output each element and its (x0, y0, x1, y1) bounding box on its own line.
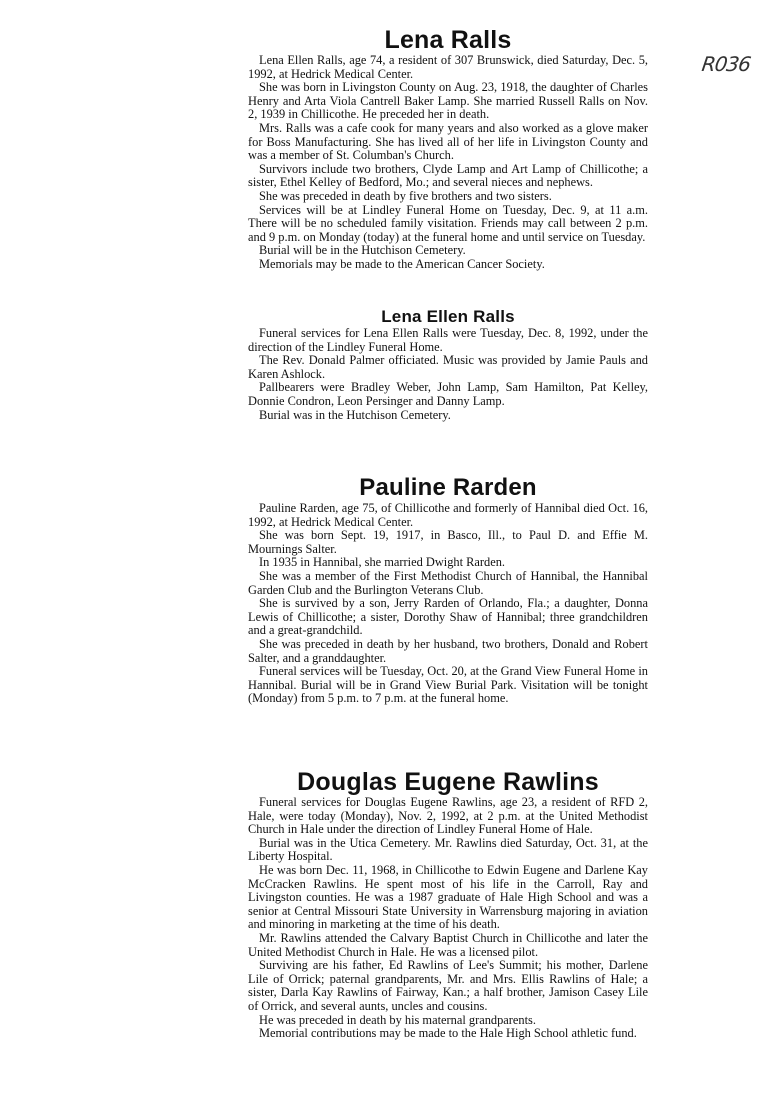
obituary-paragraph: Mrs. Ralls was a cafe cook for many years and also worked as a glove maker for Boss Manufacturing. She has lived all of her life in Livingston County and was a member of St. Columban's Church. (248, 120, 648, 163)
obituary-paragraph: Lena Ellen Ralls, age 74, a resident of 307 Brunswick, died Saturday, Dec. 5, 1992, at Hedrick Medical Center. (248, 53, 648, 81)
obituary-paragraph: She was preceded in death by her husband, two brothers, Donald and Robert Salter, and a granddaughter. (248, 636, 648, 665)
obituary-paragraph: In 1935 in Hannibal, she married Dwight Rarden. (259, 555, 506, 570)
obituary-paragraph: Services will be at Lindley Funeral Home on Tuesday, Dec. 9, at 11 a.m. There will be no scheduled family visitation. Friends may call between 2 p.m. and 9 p.m. on Monday (today) at the funeral home and until service on Tuesday. (248, 202, 648, 244)
obituary-paragraph: Funeral services for Lena Ellen Ralls were Tuesday, Dec. 8, 1992, under the direction of the Lindley Funeral Home. (248, 326, 648, 354)
obituary-paragraph: Pauline Rarden, age 75, of Chillicothe and formerly of Hannibal died Oct. 16, 1992, at Hedrick Medical Center. (248, 501, 648, 529)
obituary-paragraph: She was born in Livingston County on Aug. 23, 1918, the daughter of Charles Henry and Arta Viola Cantrell Baker Lamp. She married Russell Ralls on Nov. 2, 1939 in Chillicothe. He preceded her in death. (248, 80, 648, 122)
obituary-paragraph: She was preceded in death by five brothers and two sisters. (259, 188, 552, 203)
obituary-lena-ralls (248, 26, 648, 272)
obituary-title: Lena Ellen Ralls (381, 307, 515, 326)
obituary-douglas-eugene-rawlins (248, 768, 648, 1041)
obituary-paragraph: Funeral services will be Tuesday, Oct. 20, at the Grand View Funeral Home in Hannibal. Burial will be in Grand View Burial Park. Visitation will be tonight (Monday) from 5 p.m. to 7 p.m. at the funeral home. (248, 664, 648, 706)
obituary-title: Douglas Eugene Rawlins (297, 768, 599, 796)
obituary-pauline-rarden (248, 474, 648, 706)
obituary-paragraph: He was born Dec. 11, 1968, in Chillicothe to Edwin Eugene and Darlene Kay McCracken Rawlins. He spent most of his life in the Carroll, Ray and Livingston counties. He was a 1987 graduate of Hale High School and was a senior at Central Missouri State University in Warrensburg majoring in aviation and minoring in marketing at the time of his death. (248, 862, 648, 932)
obituary-paragraph: Funeral services for Douglas Eugene Rawlins, age 23, a resident of RFD 2, Hale, were today (Monday), Nov. 2, 1992, at 2 p.m. at the United Methodist Church in Hale under the direction of Lindley Funeral Home of Hale. (248, 795, 648, 837)
obituary-paragraph: Burial will be in the Hutchison Cemetery. (259, 243, 466, 258)
obituary-lena-ellen-ralls (248, 307, 648, 422)
obituary-paragraph: Burial was in the Hutchison Cemetery. (259, 407, 451, 422)
obituary-paragraph: The Rev. Donald Palmer officiated. Music was provided by Jamie Pauls and Karen Ashlock. (248, 353, 648, 381)
obituary-paragraph: Pallbearers were Bradley Weber, John Lamp, Sam Hamilton, Pat Kelley, Donnie Condron, Leon Persinger and Danny Lamp. (248, 380, 648, 408)
obituary-paragraph: She is survived by a son, Jerry Rarden of Orlando, Fla.; a daughter, Donna Lewis of Chillicothe; a sister, Dorothy Shaw of Hannibal; three grandchildren and a great-grandchild. (248, 596, 648, 638)
obituary-paragraph: Survivors include two brothers, Clyde Lamp and Art Lamp of Chillicothe; a sister, Ethel Kelley of Bedford, Mo.; and several nieces and nephews. (248, 161, 648, 190)
obituary-paragraph: Surviving are his father, Ed Rawlins of Lee's Summit; his mother, Darlene Lile of Orrick; paternal grandparents, Mr. and Mrs. Ellis Rawlins of Hale; a sister, Darla Kay Rawlins of Fairway, Kan.; a half brother, Jamison Casey Lile of Orrick, and several aunts, uncles and cousins. (248, 958, 648, 1013)
obituary-paragraph: She was a member of the First Methodist Church of Hannibal, the Hannibal Garden Club and the Burlington Veterans Club. (248, 568, 648, 597)
obituary-paragraph: She was born Sept. 19, 1917, in Basco, Ill., to Paul D. and Effie M. Mournings Salter. (248, 528, 648, 556)
obituary-title: Pauline Rarden (359, 474, 537, 501)
obituary-paragraph: Memorial contributions may be made to the Hale High School athletic fund. (259, 1026, 637, 1041)
obituary-paragraph: Memorials may be made to the American Cancer Society. (259, 256, 545, 271)
obituary-title: Lena Ralls (384, 26, 512, 54)
obituary-paragraph: Burial was in the Utica Cemetery. Mr. Rawlins died Saturday, Oct. 31, at the Liberty Hospital. (248, 835, 648, 864)
handwritten-annotation: R036 (700, 52, 752, 76)
obituary-paragraph: Mr. Rawlins attended the Calvary Baptist Church in Chillicothe and later the United Methodist Church in Hale. He was a licensed pilot. (248, 930, 648, 959)
obituary-paragraph: He was preceded in death by his maternal grandparents. (259, 1012, 536, 1027)
